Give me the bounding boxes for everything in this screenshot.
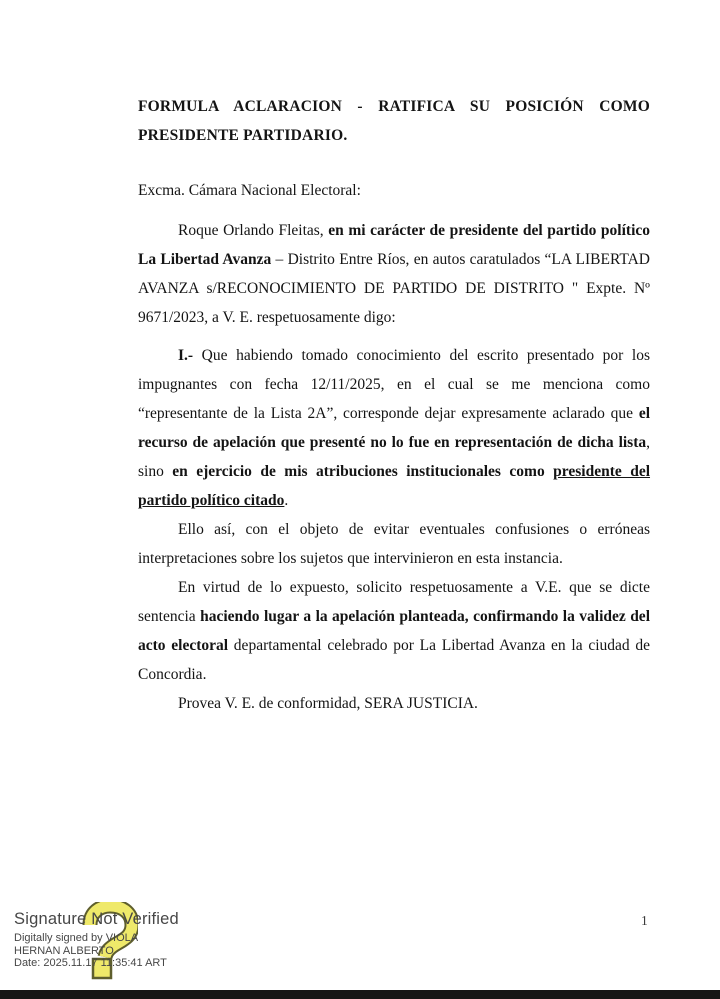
signature-stamp[interactable] bbox=[14, 910, 244, 982]
paragraph: En virtud de lo expuesto, solicito respetuosamente a V.E. que se dicte sentencia haciendo lugar a la apelación planteada, confirmando la validez del acto electoral departamental celebrado por La Libertad Avanza en la ciudad de Concordia. bbox=[138, 579, 651, 683]
page-number: 1 bbox=[641, 913, 648, 928]
salutation: Excma. Cámara Nacional Electoral: bbox=[138, 182, 361, 199]
paragraph: Ello así, con el objeto de evitar eventuales confusiones o erróneas interpretaciones sobre los sujetos que intervinieron en esta instancia. bbox=[138, 521, 650, 567]
signature-status-text: Signature Not Verified bbox=[14, 910, 179, 928]
document-title: FORMULA ACLARACION - RATIFICA SU POSICIÓN COMO PRESIDENTE PARTIDARIO. bbox=[138, 98, 650, 144]
signature-signer-line: Digitally signed by VIOLA bbox=[14, 932, 139, 944]
paragraph: Roque Orlando Fleitas, en mi carácter de presidente del partido político La Libertad Avanza – Distrito Entre Ríos, en autos caratulados “LA LIBERTAD AVANZA s/RECONOCIMIENTO DE PARTIDO DE DISTRITO " Expte. Nº 9671/2023, a V. E. respetuosamente digo: bbox=[138, 222, 651, 326]
paragraph: Provea V. E. de conformidad, SERA JUSTICIA. bbox=[178, 695, 478, 712]
paragraph: I.- Que habiendo tomado conocimiento del escrito presentado por los impugnantes con fecha 12/11/2025, en el cual se me menciona como “representante de la Lista 2A”, corresponde dejar expresamente aclarado que el recurso de apelación que presenté no lo fue en representación de dicha lista, sino en ejercicio de mis atribuciones institucionales como presidente del partido político citado. bbox=[138, 347, 651, 509]
document-content bbox=[138, 92, 650, 718]
signature-date-line: Date: 2025.11.17 11:35:41 ART bbox=[14, 957, 167, 969]
signature-signer-line: HERNAN ALBERTO bbox=[14, 944, 114, 957]
bottom-edge-bar bbox=[0, 990, 720, 999]
document-body bbox=[138, 216, 650, 718]
signature-details bbox=[14, 932, 244, 970]
